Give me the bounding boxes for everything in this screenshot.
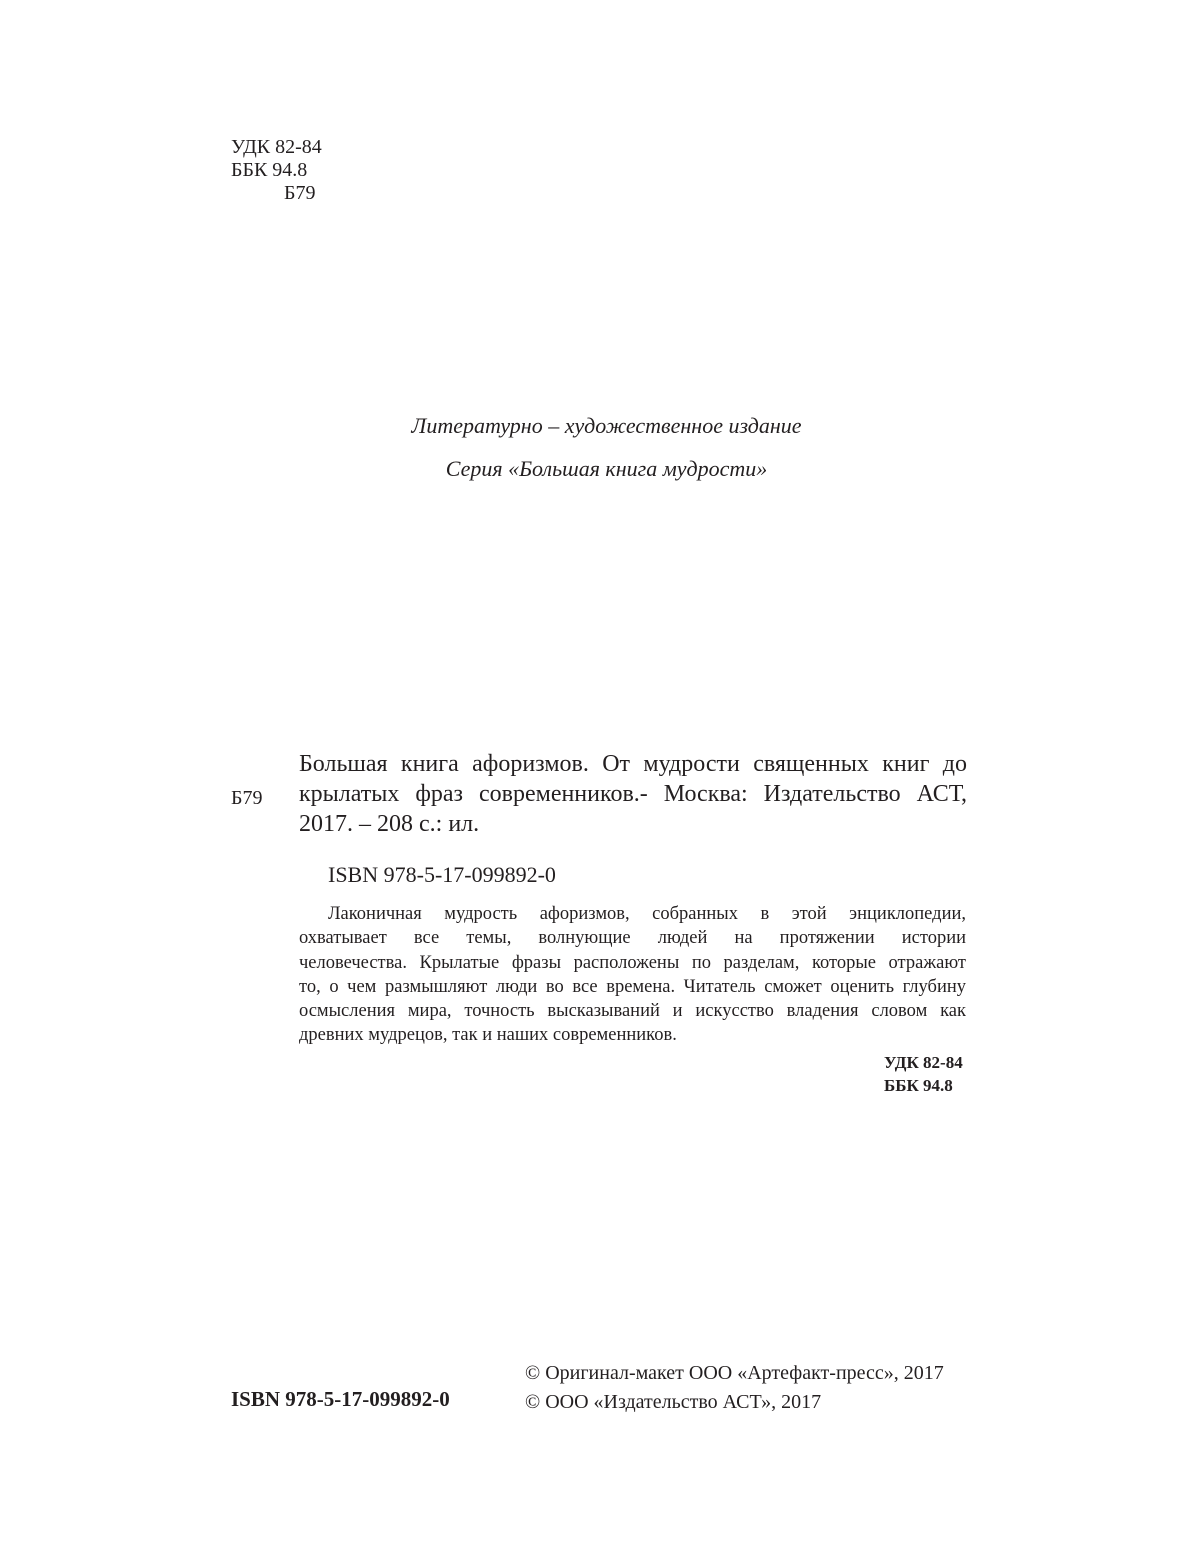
bib-isbn: ISBN 978-5-17-099892-0 bbox=[328, 862, 556, 887]
bib-line: Большая книга афоризмов. От мудрости священных книг до bbox=[299, 751, 967, 777]
bbk-code: ББК 94.8 bbox=[231, 159, 308, 181]
footer-isbn: ISBN 978-5-17-099892-0 bbox=[231, 1387, 450, 1411]
codes-block bbox=[884, 1051, 963, 1097]
bib-line: крылатых фраз современников.- Москва: Издательство АСТ, bbox=[299, 781, 967, 807]
annotation-line: то, о чем размышляют люди во все времена. Читатель сможет оценить глубину bbox=[299, 976, 966, 997]
annotation-line: Лаконичная мудрость афоризмов, собранных в этой энциклопедии, bbox=[328, 904, 966, 924]
series-title: Серия «Большая книга мудрости» bbox=[445, 456, 768, 481]
annotation-line: древних мудрецов, так и наших современников. bbox=[299, 1025, 677, 1046]
annotation bbox=[299, 902, 966, 1048]
imprint-type: Литературно – художественное издание bbox=[411, 413, 802, 438]
annotation-line: человечества. Крылатые фразы расположены по разделам, которые отражают bbox=[299, 952, 966, 973]
bibliographic-entry bbox=[299, 749, 967, 839]
classification-block bbox=[231, 136, 322, 205]
copyright-line: © Оригинал-макет ООО «Артефакт-пресс», 2017 bbox=[525, 1362, 944, 1384]
udk-code-bold: УДК 82-84 bbox=[884, 1053, 963, 1072]
bib-author-mark: Б79 bbox=[231, 787, 263, 809]
annotation-line: охватывает все темы, волнующие людей на протяжении истории bbox=[299, 928, 966, 949]
copyright-block bbox=[525, 1359, 944, 1417]
annotation-line: осмысления мира, точность высказываний и искусство владения словом как bbox=[299, 1001, 966, 1022]
author-mark: Б79 bbox=[284, 182, 316, 204]
bbk-code-bold: ББК 94.8 bbox=[884, 1076, 953, 1095]
bib-line: 2017. – 208 с.: ил. bbox=[299, 811, 480, 837]
copyright-line: © ООО «Издательство АСТ», 2017 bbox=[525, 1391, 822, 1413]
udk-code: УДК 82-84 bbox=[231, 136, 322, 158]
